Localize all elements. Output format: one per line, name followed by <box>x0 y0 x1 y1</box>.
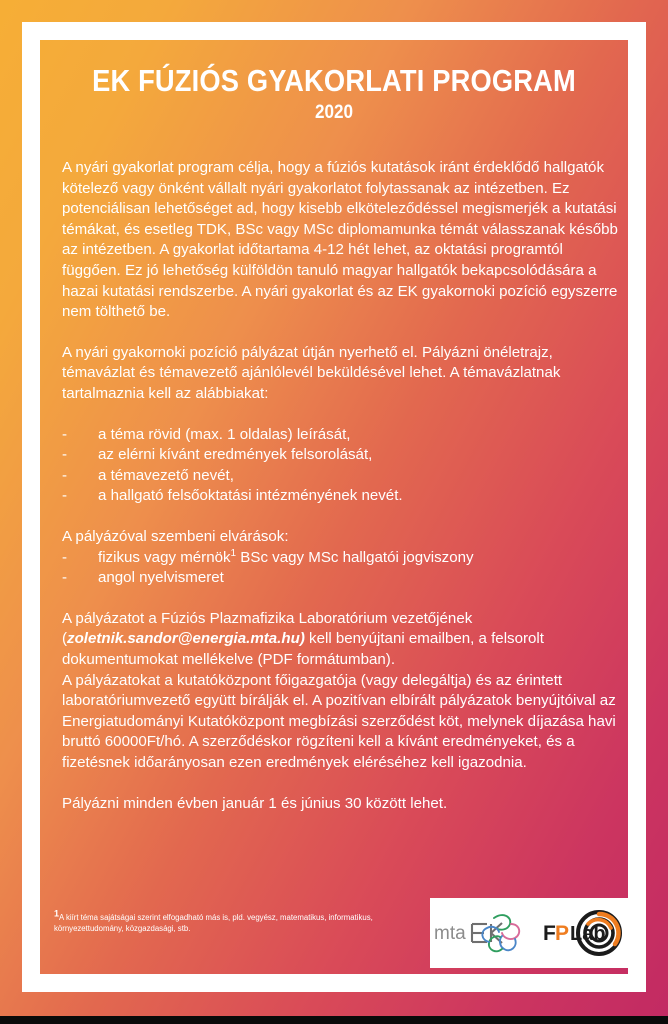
mtaek-logo <box>432 910 524 956</box>
fplab-logo <box>542 908 628 958</box>
poster-footer <box>40 904 628 976</box>
footnote-text: A kiírt téma sajátságai szerint elfogadható más is, pld. vegyész, matematikus, informatikus, környezettudomány, közgazdasági, stb. <box>54 913 373 933</box>
bottom-black-bar <box>0 1016 668 1024</box>
paragraph-application: A nyári gyakornoki pozíció pályázat útján nyerhető el. Pályázni önéletrajz, témavázlat és témavezető ajánlólevél beküldésével lehet. A témavázlatnak tartalmaznia kell az alábbiakat: <box>62 343 561 403</box>
list-item-label: a témavezető nevét, <box>98 466 234 484</box>
list-item-label: az elérni kívánt eredmények felsorolását, <box>98 446 373 464</box>
list-item-label: a téma rövid (max. 1 oldalas) leírását, <box>98 425 351 443</box>
list-item <box>62 445 618 466</box>
list-item-label: angol nyelvismeret <box>98 569 224 587</box>
list-item <box>62 466 618 487</box>
paragraph-submission <box>62 609 618 671</box>
poster-year: 2020 <box>314 102 354 124</box>
fplab-letter-f: F <box>543 922 556 945</box>
footnote <box>54 908 424 934</box>
fplab-wordmark <box>543 922 606 945</box>
list-item <box>62 548 618 569</box>
list-item <box>62 425 618 446</box>
submission-text-after-email: kell benyújtani emailben, a felsorolt dokumentumokat mellékelve (PDF formátumban). <box>62 630 544 668</box>
requirements-list <box>62 425 618 507</box>
list-item-label: a hallgató felsőoktatási intézményének nevét. <box>98 487 403 505</box>
mtaek-letter-ek <box>472 923 502 943</box>
contact-email[interactable]: zoletnik.sandor@energia.mta.hu) <box>67 630 305 648</box>
list-item-label <box>98 548 618 569</box>
list-marker: - <box>62 466 68 484</box>
expectation-text-after: BSc vagy MSc hallgatói jogviszony <box>236 548 474 566</box>
list-marker: - <box>62 425 68 443</box>
poster-content <box>40 40 628 974</box>
list-item <box>62 486 618 507</box>
list-marker: - <box>62 487 68 505</box>
page-title: EK FÚZIÓS GYAKORLATI PROGRAM <box>92 63 576 98</box>
list-marker: - <box>62 446 68 464</box>
fplab-letters-lab: Lab <box>570 923 606 945</box>
title-block <box>40 40 628 124</box>
poster-body <box>40 158 628 814</box>
list-marker: - <box>62 569 68 587</box>
expectations-list <box>62 548 618 589</box>
paragraph-intro: A nyári gyakorlat program célja, hogy a fúziós kutatások iránt érdeklődő hallgatók kötelező vagy önként vállalt nyári gyakorlatot folytassanak az intézetben. Ez potenciálisan lehetőséget ad, hogy kisebb elköteleződéssel megismerjék a kutatási témákat, és esetleg TDK, BSc vagy MSc diplomamunka témát válasszanak később az intézetben. A gyakorlat időtartama 4-12 hét lehet, az oktatási programtól függően. Ez jó lehetőség külföldön tanuló magyar hallgatók bekapcsolódására a hazai kutatási rendszerbe. A nyári gyakorlat és az EK gyakornoki pozíció egyszerre nem tölthető be. <box>62 159 618 321</box>
footnote-marker: 1 <box>54 908 60 919</box>
fplab-letter-p: P <box>555 922 570 945</box>
paragraph-deadline: Pályázni minden évben január 1 és június 30 között lehet. <box>62 794 448 812</box>
mtaek-atom-icon <box>482 915 519 951</box>
logo-container <box>430 898 630 968</box>
mtaek-logo-text: mta <box>434 923 466 944</box>
list-marker: - <box>62 548 68 566</box>
footnote-reference: 1 <box>230 547 237 559</box>
submission-text-before-email: A pályázatot a Fúziós Plazmafizika Laboratórium vezetőjének ( <box>62 609 473 648</box>
expectations-heading: A pályázóval szembeni elvárások: <box>62 528 289 545</box>
expectation-text-before: fizikus vagy mérnök <box>98 548 231 566</box>
paragraph-evaluation: A pályázatokat a kutatóközpont főigazgatója (vagy delegáltja) és az érintett laboratóriumvezető együtt bírálják el. A pozitívan elbírált pályázatok benyújtóival az Energiatudományi Kutatóközpont megbízási szerződést köt, melynek díjazása havi bruttó 60000Ft/hó. A szerződéskor rögzíteni kell a kívánt eredményeket, és a fizetésnek időarányosan ezen eredmények eléréséhez kell igazodnia. <box>62 671 616 771</box>
list-item <box>62 568 618 589</box>
